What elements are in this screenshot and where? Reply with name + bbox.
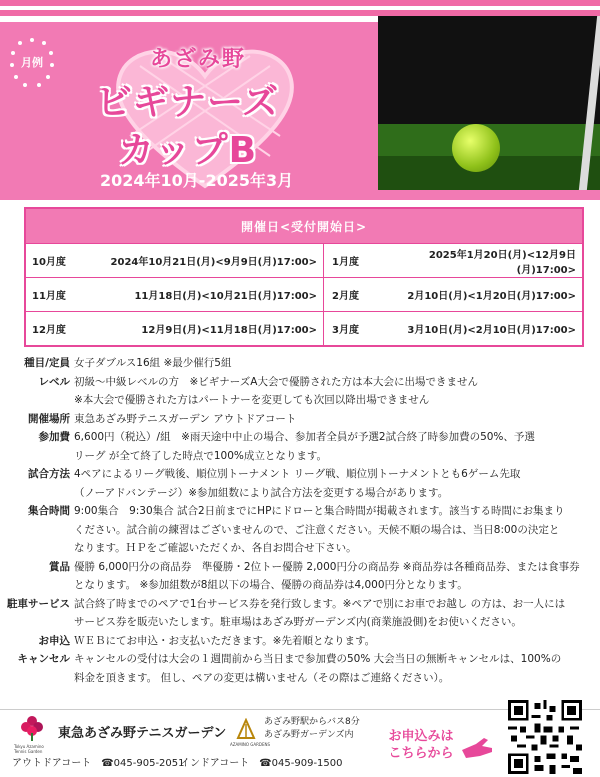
hero-title-2: カップB bbox=[118, 130, 258, 171]
detail-label: レベル bbox=[38, 375, 70, 388]
tennis-ball-photo bbox=[378, 16, 600, 190]
detail-fee bbox=[0, 428, 600, 465]
date-cell: 2月10日(月)<1月20日(月)17:00> bbox=[407, 291, 576, 302]
outdoor-phone: アウトドアコート ☎045-905-2051 bbox=[12, 758, 185, 769]
detail-text: ＷＥＢにてお申込・お支払いただきます。※先着順となります。 bbox=[74, 634, 376, 647]
month-label: 3月度 bbox=[332, 325, 359, 336]
detail-text: ※本大会で優勝された方はパートナーを変更しても次回以降出場できません bbox=[74, 394, 430, 406]
detail-text: 東急あざみ野テニスガーデン アウトドアコート bbox=[74, 412, 297, 425]
hero-subtitle: あざみ野 bbox=[150, 47, 247, 72]
detail-level bbox=[0, 373, 600, 410]
apply-line: こちらから bbox=[388, 746, 454, 761]
apply-text bbox=[388, 728, 454, 762]
schedule-header: 開催日<受付開始日> bbox=[26, 209, 582, 243]
detail-text: サービス券を販売いたします。駐車場はあざみ野ガーデンズ内(商業施設側)をお使いください。 bbox=[74, 616, 522, 628]
tennis-ball-icon bbox=[452, 124, 500, 172]
detail-label: キャンセル bbox=[17, 653, 70, 665]
top-stripe bbox=[0, 0, 600, 6]
tennis-garden-logo-icon bbox=[18, 713, 46, 741]
detail-label: お申込 bbox=[38, 634, 70, 647]
apply-line: お申込みは bbox=[388, 729, 454, 744]
detail-text: となります。 ※参加組数が8組以下の場合、優勝の商品券は4,000円分となります。 bbox=[74, 579, 468, 591]
month-label: 11月度 bbox=[32, 291, 66, 302]
detail-text: 試合終了時までのペアで1台サービス券を発行致します。※ペアで別にお車でお越し の方は、お一人には bbox=[74, 597, 566, 610]
date-cell: 3月10日(月)<2月10日(月)17:00> bbox=[407, 325, 576, 336]
facility-name: 東急あざみ野テニスガーデン bbox=[58, 726, 227, 741]
detail-text: 6,600円（税込）/組 ※雨天途中中止の場合、参加者全員が予選2試合終了時参加費の50%、予選 bbox=[74, 431, 535, 443]
detail-text: 4ペアによるリーグ戦後、順位別トーナメント リーグ戦、順位別トーナメントとも6ゲーム先取 bbox=[74, 468, 521, 480]
detail-text: キャンセルの受付は大会の１週間前から当日まで参加費の50% 大会当日の無断キャンセルは、100%の bbox=[74, 653, 562, 665]
detail-label: 参加費 bbox=[38, 431, 70, 443]
detail-label: 駐車サービス bbox=[7, 597, 70, 610]
table-row bbox=[26, 277, 582, 311]
detail-label: 賞品 bbox=[49, 560, 70, 573]
hero-title-1: ビギナーズ bbox=[96, 82, 280, 123]
detail-label: 試合方法 bbox=[28, 468, 70, 480]
detail-text: なります。ＨＰをご確認いただくか、各自お問合せ下さい。 bbox=[74, 542, 357, 554]
detail-text: ください。試合前の練習はございませんので、ご注意ください。天候不順の場合は、当日8:00の決定と bbox=[74, 523, 560, 536]
detail-cancel bbox=[0, 650, 600, 687]
detail-text: 女子ダブルス16組 ※最少催行5組 bbox=[74, 357, 232, 369]
detail-label: 集合時間 bbox=[28, 505, 70, 517]
detail-text: （ノーアドバンテージ）※参加組数により試合方法を変更する場合があります。 bbox=[74, 486, 449, 499]
detail-category bbox=[0, 354, 600, 373]
table-row bbox=[26, 243, 582, 277]
date-cell: 2024年10月21日(月)<9月9日(月)17:00> bbox=[74, 244, 324, 277]
detail-text: 9:00集合 9:30集合 試合2日前までにHPにドローと集合時間が掲載されます。該当する時間にお集まり bbox=[74, 505, 565, 517]
badge-label: 月例 bbox=[21, 56, 43, 69]
access-info bbox=[264, 716, 360, 742]
date-cell: 2025年1月20日(月)<12月9日(月)17:00> bbox=[428, 249, 576, 276]
logo-subtext: Tokyu Azamino Tennis Garden bbox=[14, 744, 44, 754]
detail-label: 種目/定員 bbox=[24, 357, 70, 369]
detail-label: 開催場所 bbox=[28, 412, 70, 425]
month-label: 2月度 bbox=[332, 291, 359, 302]
schedule-table bbox=[24, 207, 584, 347]
hero-period: 2024年10月-2025年3月 bbox=[100, 171, 294, 190]
apply-link[interactable] bbox=[388, 728, 498, 774]
detail-text: 初級～中級レベルの方 ※ビギナーズA大会で優勝された方は本大会に出場できません bbox=[74, 375, 478, 388]
detail-format bbox=[0, 465, 600, 502]
indoor-phone: インドアコート ☎045-909-1500 bbox=[180, 758, 343, 769]
access-line: あざみ野駅からバス8分 bbox=[264, 717, 360, 727]
detail-application bbox=[0, 632, 600, 651]
detail-parking bbox=[0, 595, 600, 632]
qr-code-icon[interactable] bbox=[508, 700, 582, 774]
detail-text: 料金を頂きます。 但し、ペアの変更は構いません（その際はご連絡ください）。 bbox=[74, 671, 450, 684]
azamino-gardens-logo-text: AZAMINO GARDENS bbox=[230, 742, 271, 747]
pointing-hand-icon bbox=[460, 732, 496, 762]
month-label: 1月度 bbox=[332, 257, 359, 268]
detail-text: 優勝 6,000円分の商品券 準優勝・2位トー優勝 2,000円分の商品券 ※商品券は各種商品券、または食事券 bbox=[74, 560, 580, 573]
detail-text: リーグ が全て終了した時点で100%成立となります。 bbox=[74, 449, 328, 462]
detail-prize bbox=[0, 558, 600, 595]
detail-venue bbox=[0, 410, 600, 429]
month-label: 10月度 bbox=[32, 257, 66, 268]
date-cell: 12月9日(月)<11月18日(月)17:00> bbox=[74, 312, 324, 345]
month-label: 12月度 bbox=[32, 325, 66, 336]
azamino-gardens-logo-icon bbox=[234, 718, 258, 742]
table-row bbox=[26, 311, 582, 345]
access-line: あざみ野ガーデンズ内 bbox=[264, 730, 354, 740]
monthly-badge bbox=[8, 34, 56, 96]
date-cell: 11月18日(月)<10月21日(月)17:00> bbox=[74, 278, 324, 311]
event-details bbox=[0, 354, 600, 687]
detail-meeting-time bbox=[0, 502, 600, 558]
